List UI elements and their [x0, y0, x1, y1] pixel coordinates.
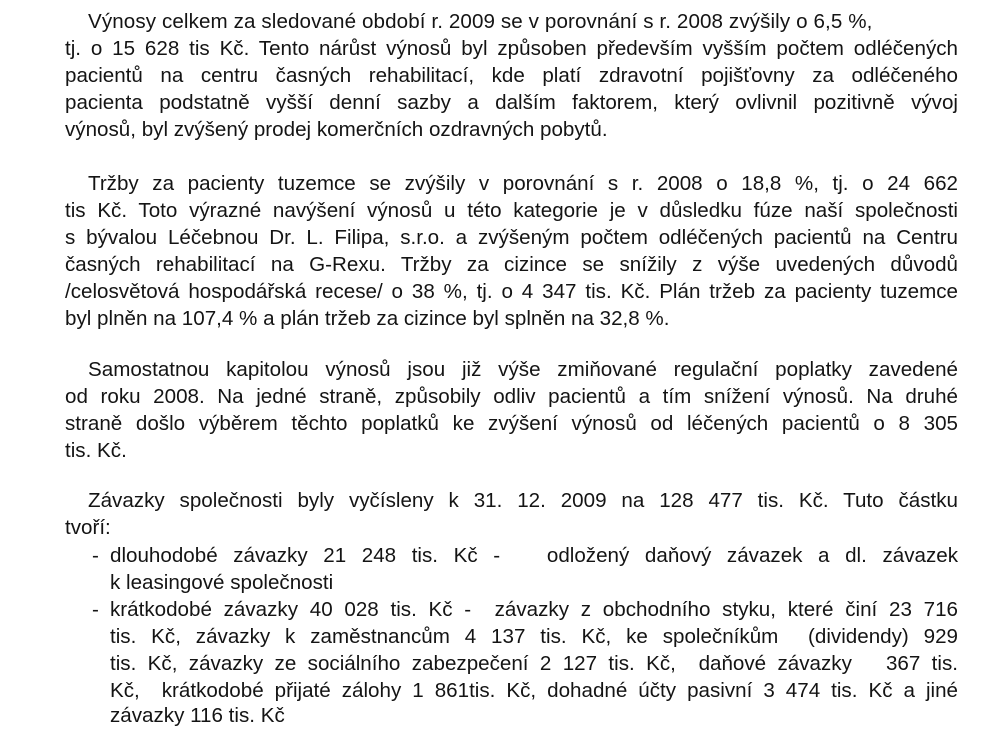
- bullet-2-mark: -: [92, 598, 99, 621]
- paragraph-2-line-6: byl plněn na 107,4 % a plán tržeb za cizince byl splněn na 32,8 %.: [65, 307, 670, 330]
- paragraph-3-line-1: Samostatnou kapitolou výnosů jsou již výše zmiňované regulační poplatky zavedené: [88, 358, 958, 381]
- paragraph-1-line-1: Výnosy celkem za sledované období r. 2009 se v porovnání s r. 2008 zvýšily o 6,5 %,: [88, 10, 873, 33]
- paragraph-3-line-3: straně došlo výběrem těchto poplatků ke zvýšení výnosů od léčených pacientů o 8 305: [65, 412, 958, 435]
- paragraph-1-line-3: pacientů na centru časných rehabilitací, kde platí zdravotní pojišťovny za odléčeného: [65, 64, 958, 87]
- bullet-2-line-1: krátkodobé závazky 40 028 tis. Kč - závazky z obchodního styku, které činí 23 716: [110, 598, 958, 621]
- paragraph-2-line-1: Tržby za pacienty tuzemce se zvýšily v porovnání s r. 2008 o 18,8 %, tj. o 24 662: [88, 172, 958, 195]
- paragraph-2-line-2: tis Kč. Toto výrazné navýšení výnosů u této kategorie je v důsledku fúze naší společnosti: [65, 199, 958, 222]
- paragraph-2-line-3: s bývalou Léčebnou Dr. L. Filipa, s.r.o. a zvýšeným počtem odléčených pacientů na Centru: [65, 226, 958, 249]
- paragraph-1-line-5: výnosů, byl zvýšený prodej komerčních ozdravných pobytů.: [65, 118, 608, 141]
- paragraph-4-line-1: Závazky společnosti byly vyčísleny k 31. 12. 2009 na 128 477 tis. Kč. Tuto částku: [88, 489, 958, 512]
- paragraph-1-line-2: tj. o 15 628 tis Kč. Tento nárůst výnosů byl způsoben především vyšším počtem odléčených: [65, 37, 958, 60]
- bullet-1-line-1: dlouhodobé závazky 21 248 tis. Kč - odložený daňový závazek a dl. závazek: [110, 544, 958, 567]
- paragraph-4-line-2: tvoří:: [65, 516, 111, 539]
- bullet-2-line-5: závazky 116 tis. Kč: [110, 704, 285, 727]
- bullet-2-line-2: tis. Kč, závazky k zaměstnancům 4 137 tis. Kč, ke společníkům (dividendy) 929: [110, 625, 958, 648]
- paragraph-1-line-4: pacienta podstatně vyšší denní sazby a dalším faktorem, který ovlivnil pozitivně vývoj: [65, 91, 958, 114]
- paragraph-2-line-5: /celosvětová hospodářská recese/ o 38 %, tj. o 4 347 tis. Kč. Plán tržeb za pacienty tuzemce: [65, 280, 958, 303]
- bullet-1-mark: -: [92, 544, 99, 567]
- paragraph-3-line-2: od roku 2008. Na jedné straně, způsobily odliv pacientů a tím snížení výnosů. Na druhé: [65, 385, 958, 408]
- bullet-2-line-4: Kč, krátkodobé přijaté zálohy 1 861tis. Kč, dohadné účty pasivní 3 474 tis. Kč a jiné: [110, 679, 958, 702]
- paragraph-2-line-4: časných rehabilitací na G-Rexu. Tržby za cizince se snížily z výše uvedených důvodů: [65, 253, 958, 276]
- paragraph-3-line-4: tis. Kč.: [65, 439, 127, 462]
- bullet-2-line-3: tis. Kč, závazky ze sociálního zabezpečení 2 127 tis. Kč, daňové závazky 367 tis.: [110, 652, 958, 675]
- bullet-1-line-2: k leasingové společnosti: [110, 571, 334, 594]
